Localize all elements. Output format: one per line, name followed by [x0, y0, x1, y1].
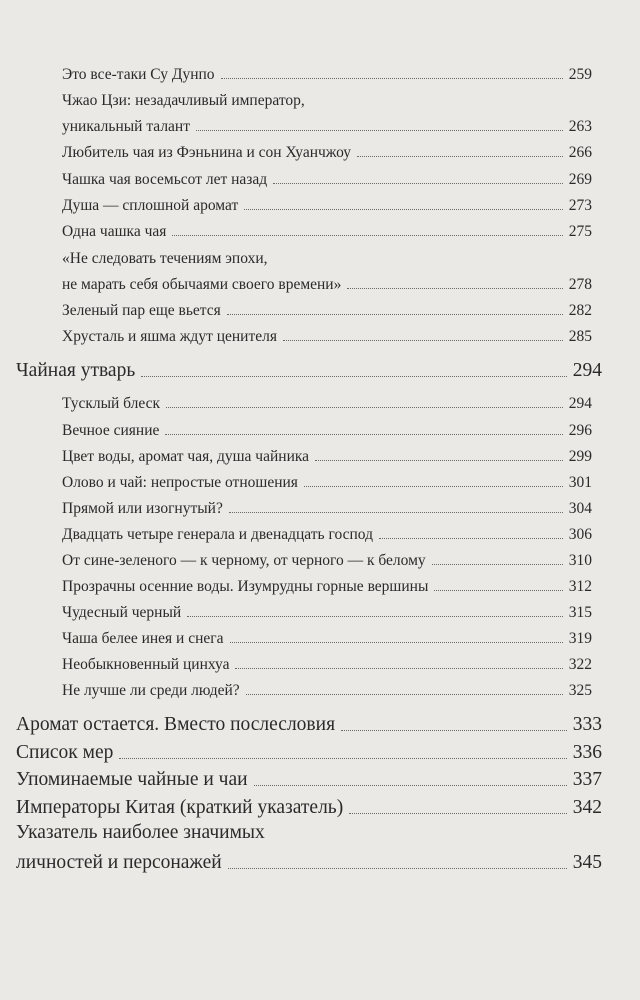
toc-entry[interactable] — [62, 678, 592, 700]
toc-chapter-entry[interactable] — [16, 793, 602, 819]
dot-leader — [246, 693, 563, 695]
toc-entry[interactable] — [62, 272, 592, 294]
toc-chapter-page: 294 — [572, 360, 602, 381]
toc-entry-page: 263 — [568, 118, 592, 135]
toc-entry-title: Это все-таки Су Дунпо — [62, 66, 215, 83]
toc-entry-page: 319 — [568, 630, 592, 647]
toc-entry[interactable] — [62, 167, 592, 189]
toc-entry-title: Душа — сплошной аромат — [62, 197, 239, 214]
dot-leader — [141, 375, 567, 377]
toc-chapter-entry[interactable] — [16, 848, 602, 874]
dot-leader — [187, 615, 563, 617]
toc-entry-title: Прозрачны осенние воды. Изумрудны горные вершины — [62, 578, 429, 595]
toc-entry-page: 299 — [568, 448, 592, 465]
toc-entry-page: 315 — [568, 604, 592, 621]
toc-entry-title: Любитель чая из Фэньнина и сон Хуанчжоу — [62, 144, 352, 161]
toc-entry[interactable] — [62, 193, 592, 215]
toc-entry[interactable] — [62, 219, 592, 241]
toc-entry-page: 275 — [568, 223, 592, 240]
toc-entry[interactable] — [62, 496, 592, 518]
toc-chapter-page: 342 — [572, 797, 602, 818]
dot-leader — [244, 208, 563, 210]
toc-entry-title: Вечное сияние — [62, 422, 160, 439]
dot-leader — [227, 313, 563, 315]
toc-entry[interactable] — [62, 600, 592, 622]
dot-leader — [379, 537, 563, 539]
dot-leader — [221, 77, 563, 79]
toc-entry[interactable] — [62, 574, 592, 596]
toc-entry-title: Чашка чая восемьсот лет назад — [62, 171, 268, 188]
toc-chapter-page: 333 — [572, 714, 602, 735]
dot-leader — [349, 812, 567, 814]
toc-entry[interactable] — [62, 324, 592, 346]
toc-entry-title: Одна чашка чая — [62, 223, 167, 240]
toc-entry-page: 310 — [568, 552, 592, 569]
toc-entry-page: 278 — [568, 276, 592, 293]
toc-entry-page: 304 — [568, 500, 592, 517]
dot-leader — [283, 339, 563, 341]
toc-entry[interactable] — [62, 140, 592, 162]
toc-entry[interactable] — [62, 298, 592, 320]
dot-leader — [434, 589, 562, 591]
toc-entry[interactable] — [62, 522, 592, 544]
toc-entry-title: Чаша белее инея и снега — [62, 630, 224, 647]
toc-entry-page: 285 — [568, 328, 592, 345]
toc-entry[interactable] — [62, 391, 592, 413]
toc-entry-page: 325 — [568, 682, 592, 699]
dot-leader — [196, 129, 563, 131]
toc-entry-title: Тусклый блеск — [62, 395, 161, 412]
dot-leader — [315, 459, 563, 461]
toc-entry-title: Прямой или изогнутый? — [62, 500, 223, 517]
dot-leader — [229, 511, 563, 513]
toc-entry-title: От сине-зеленого — к черному, от черного — к белому — [62, 552, 426, 569]
toc-entry[interactable] — [62, 548, 592, 570]
toc-chapter-title: Императоры Китая (краткий указатель) — [16, 797, 344, 818]
toc-entry-page: 269 — [568, 171, 592, 188]
toc-entry-page: 322 — [568, 656, 592, 673]
toc-chapter-title: личностей и персонажей — [16, 852, 222, 873]
toc-chapter-page: 337 — [572, 769, 602, 790]
toc-entry-title: Не лучше ли среди людей? — [62, 682, 240, 699]
toc-chapter-entry[interactable] — [16, 710, 602, 736]
dot-leader — [357, 155, 563, 157]
dot-leader — [235, 667, 562, 669]
toc-entry-page: 259 — [568, 66, 592, 83]
toc-entry-page: 301 — [568, 474, 592, 491]
toc-entry-page: 306 — [568, 526, 592, 543]
toc-entry-page: 312 — [568, 578, 592, 595]
toc-entry-title: Необыкновенный цинхуа — [62, 656, 230, 673]
toc-entry-page: 296 — [568, 422, 592, 439]
dot-leader — [228, 867, 567, 869]
toc-entry-title: Хрусталь и яшма ждут ценителя — [62, 328, 277, 345]
toc-entry-title: Олово и чай: непростые отношения — [62, 474, 298, 491]
toc-entry-page: 273 — [568, 197, 592, 214]
dot-leader — [166, 406, 563, 408]
toc-entry[interactable] — [62, 418, 592, 440]
toc-chapter-entry[interactable] — [16, 765, 602, 791]
dot-leader — [347, 287, 562, 289]
dot-leader — [273, 182, 563, 184]
toc-chapter-title: Аромат остается. Вместо послесловия — [16, 714, 336, 735]
dot-leader — [172, 234, 562, 236]
toc-entry[interactable] — [62, 114, 592, 136]
toc-chapter-title: Список мер — [16, 742, 114, 763]
toc-chapter-title: Упоминаемые чайные и чаи — [16, 769, 248, 790]
toc-entry-title: уникальный талант — [62, 118, 190, 135]
toc-entry-page: 266 — [568, 144, 592, 161]
dot-leader — [341, 729, 567, 731]
toc-entry-title: Зеленый пар еще вьется — [62, 302, 221, 319]
toc-entry[interactable] — [62, 470, 592, 492]
toc-chapter-title-line1: Указатель наиболее значимых — [16, 822, 265, 843]
toc-entry[interactable] — [62, 626, 592, 648]
toc-entry-title: не марать себя обычаями своего времени» — [62, 276, 342, 293]
toc-entry-title-line1: Чжао Цзи: незадачливый император, — [62, 92, 305, 109]
toc-entry[interactable] — [62, 62, 592, 84]
toc-chapter-entry[interactable] — [16, 356, 602, 382]
dot-leader — [254, 784, 567, 786]
toc-entry-page: 282 — [568, 302, 592, 319]
toc-entry-title: Двадцать четыре генерала и двенадцать господ — [62, 526, 373, 543]
toc-entry[interactable] — [62, 444, 592, 466]
dot-leader — [165, 433, 562, 435]
dot-leader — [119, 757, 566, 759]
toc-chapter-entry[interactable] — [16, 738, 602, 764]
toc-entry[interactable] — [62, 652, 592, 674]
toc-chapter-page: 336 — [572, 742, 602, 763]
toc-chapter-page: 345 — [572, 852, 602, 873]
toc-entry-page: 294 — [568, 395, 592, 412]
toc-chapter-title: Чайная утварь — [16, 360, 136, 381]
dot-leader — [230, 641, 563, 643]
toc-entry-title: Цвет воды, аромат чая, душа чайника — [62, 448, 310, 465]
dot-leader — [432, 563, 563, 565]
toc-entry-title-line1: «Не следовать течениям эпохи, — [62, 250, 268, 267]
toc-entry-title: Чудесный черный — [62, 604, 182, 621]
dot-leader — [304, 485, 563, 487]
